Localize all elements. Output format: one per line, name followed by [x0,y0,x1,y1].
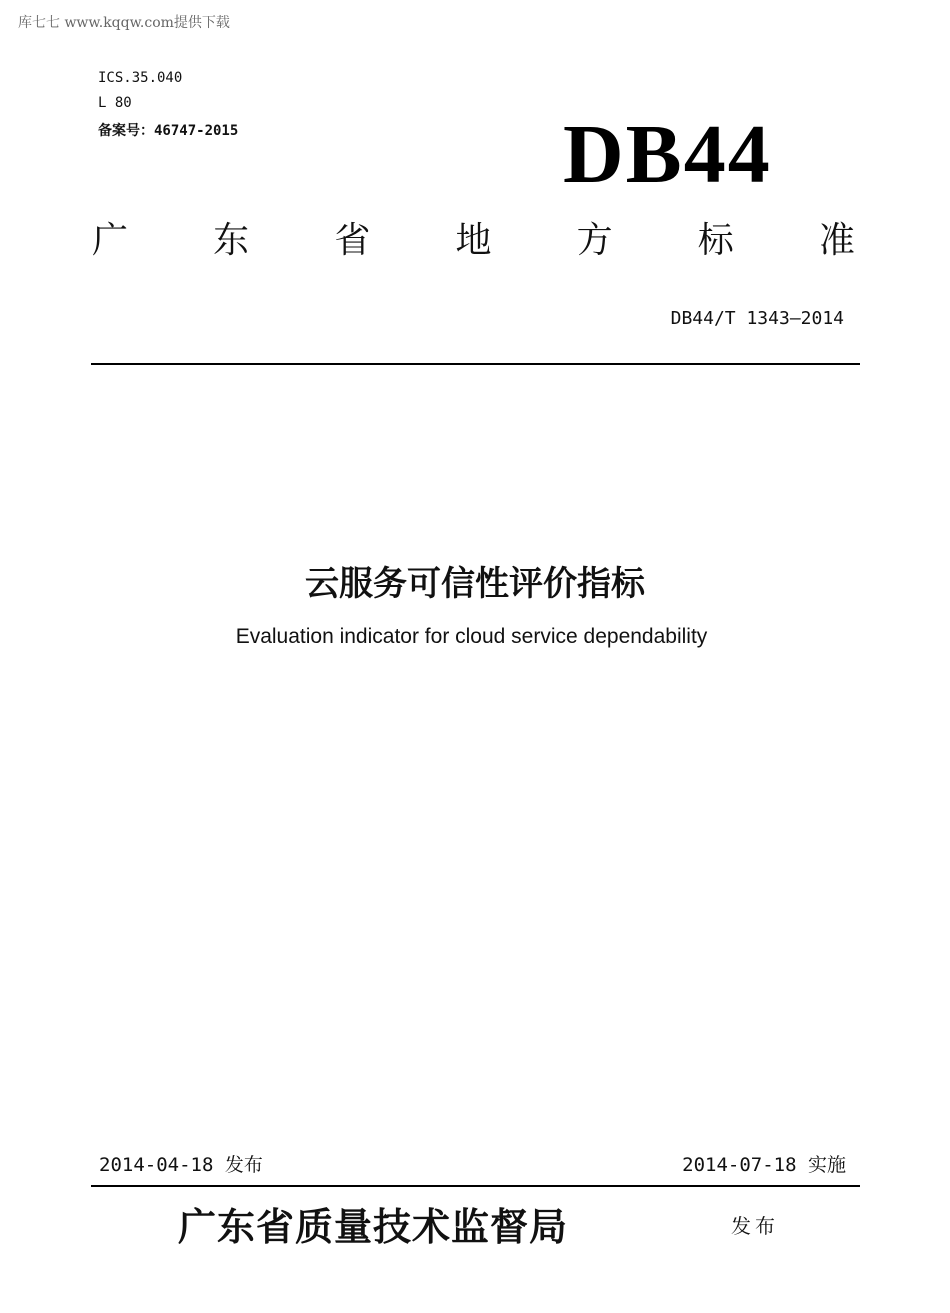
standard-code: DB44/T 1343—2014 [670,308,844,329]
chinese-title: 云服务可信性评价指标 [305,564,645,604]
db44-logo: DB44 [563,108,772,201]
ics-code: ICS.35.040 [98,70,183,86]
watermark-text: 库七七 www.kqqw.com提供下载 [18,15,230,31]
bottom-divider [91,1185,860,1187]
standard-type-char: 方 [576,220,613,261]
standard-type-char: 省 [334,220,371,261]
publish-date: 2014-04-18 发布 [99,1154,263,1176]
standard-type-char: 地 [455,220,492,261]
english-title: Evaluation indicator for cloud service dependability [235,625,708,648]
standard-type-heading [92,212,855,263]
record-number: 备案号：46747-2015 [98,123,239,139]
implement-date: 2014-07-18 实施 [682,1154,846,1176]
issuer-name: 广东省质量技术监督局 [178,1204,569,1249]
standard-type-char: 标 [697,220,734,261]
standard-type-char: 东 [213,220,250,261]
issue-label: 发布 [731,1214,779,1238]
top-divider [91,363,860,365]
standard-type-char: 准 [818,220,855,261]
ccs-code: L 80 [98,95,132,111]
standard-type-char: 广 [92,220,129,261]
